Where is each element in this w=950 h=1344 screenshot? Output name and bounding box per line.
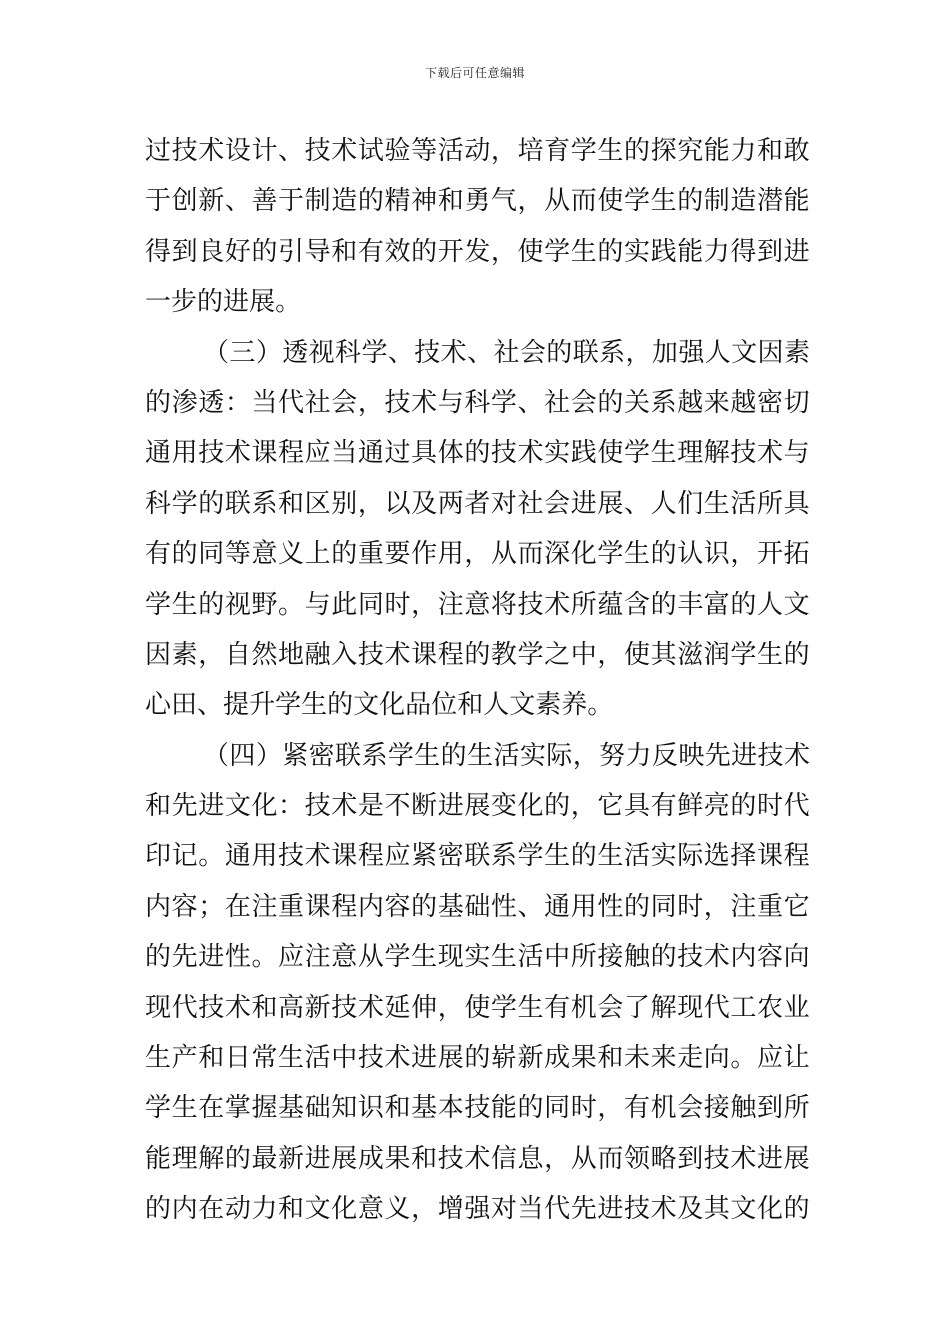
text-line: 的 先 进 性 。 应 注 意 从 学 生 现 实 生 活 中 所 接 触 的 技 术 内 容 向 xyxy=(145,942,810,973)
text-line: （ 三 ） 透 视 科 学 、 技 术 、 社 会 的 联 系 ， 加 强 人 文 因 素 xyxy=(203,337,810,368)
text-line: 过 技 术 设 计 、 技 术 试 验 等 活 动 ， 培 育 学 生 的 探 究 能 力 和 敢 xyxy=(145,136,810,166)
text-line: 内 容 ； 在 注 重 课 程 内 容 的 基 础 性 、 通 用 性 的 同 时 ， 注 重 它 xyxy=(145,891,810,922)
text-line: 心 田 、 提 升 学 生 的 文 化 品 位 和 人 文 素 养 。 xyxy=(145,690,614,721)
text-line: 的 内 在 动 力 和 文 化 意 义 ， 增 强 对 当 代 先 进 技 术 及 其 文 化 的 xyxy=(145,1194,810,1225)
text-line: 学 生 在 掌 握 基 础 知 识 和 基 本 技 能 的 同 时 ， 有 机 会 接 触 到 所 xyxy=(145,1093,810,1124)
text-line: 现 代 技 术 和 高 新 技 术 延 伸 ， 使 学 生 有 机 会 了 解 现 代 工 农 业 xyxy=(145,992,810,1023)
text-line: 学 生 的 视 野 。 与 此 同 时 ， 注 意 将 技 术 所 蕴 含 的 丰 富 的 人 文 xyxy=(145,589,810,620)
text-line: 于 创 新 、 善 于 制 造 的 精 神 和 勇 气 ， 从 而 使 学 生 的 制 造 潜 能 xyxy=(145,186,810,217)
text-line: 和 先 进 文 化 ： 技 术 是 不 断 进 展 变 化 的 ， 它 具 有 鲜 亮 的 时 代 xyxy=(145,791,810,822)
text-line: 因 素 ， 自 然 地 融 入 技 术 课 程 的 教 学 之 中 ， 使 其 滋 润 学 生 的 xyxy=(145,639,810,670)
text-line: 通 用 技 术 课 程 应 当 通 过 具 体 的 技 术 实 践 使 学 生 理 解 技 术 与 xyxy=(145,438,810,469)
text-line: 科 学 的 联 系 和 区 别 ， 以 及 两 者 对 社 会 进 展 、 人 们 生 活 所 具 xyxy=(145,488,810,519)
text-line: 得 到 良 好 的 引 导 和 有 效 的 开 发 ， 使 学 生 的 实 践 能 力 得 到 进 xyxy=(145,236,810,267)
page-header: 下载后可任意编辑 xyxy=(424,66,525,80)
text-line: （ 四 ） 紧 密 联 系 学 生 的 生 活 实 际 ， 努 力 反 映 先 进 技 术 xyxy=(203,740,810,771)
text-line: 能 理 解 的 最 新 进 展 成 果 和 技 术 信 息 ， 从 而 领 略 到 技 术 进 展 xyxy=(145,1143,810,1174)
text-line: 印 记 。 通 用 技 术 课 程 应 紧 密 联 系 学 生 的 生 活 实 际 选 择 课 程 xyxy=(145,841,810,872)
text-line: 有 的 同 等 意 义 上 的 重 要 作 用 ， 从 而 深 化 学 生 的 认 识 ， 开 拓 xyxy=(145,539,810,570)
text-line: 一 步 的 进 展 。 xyxy=(145,287,302,318)
body-text xyxy=(145,126,810,1235)
text-line: 生 产 和 日 常 生 活 中 技 术 进 展 的 崭 新 成 果 和 未 来 走 向 。 应 让 xyxy=(145,1043,810,1074)
text-line: 的 渗 透 ： 当 代 社 会 ， 技 术 与 科 学 、 社 会 的 关 系 越 来 越 密 切 xyxy=(145,387,810,418)
